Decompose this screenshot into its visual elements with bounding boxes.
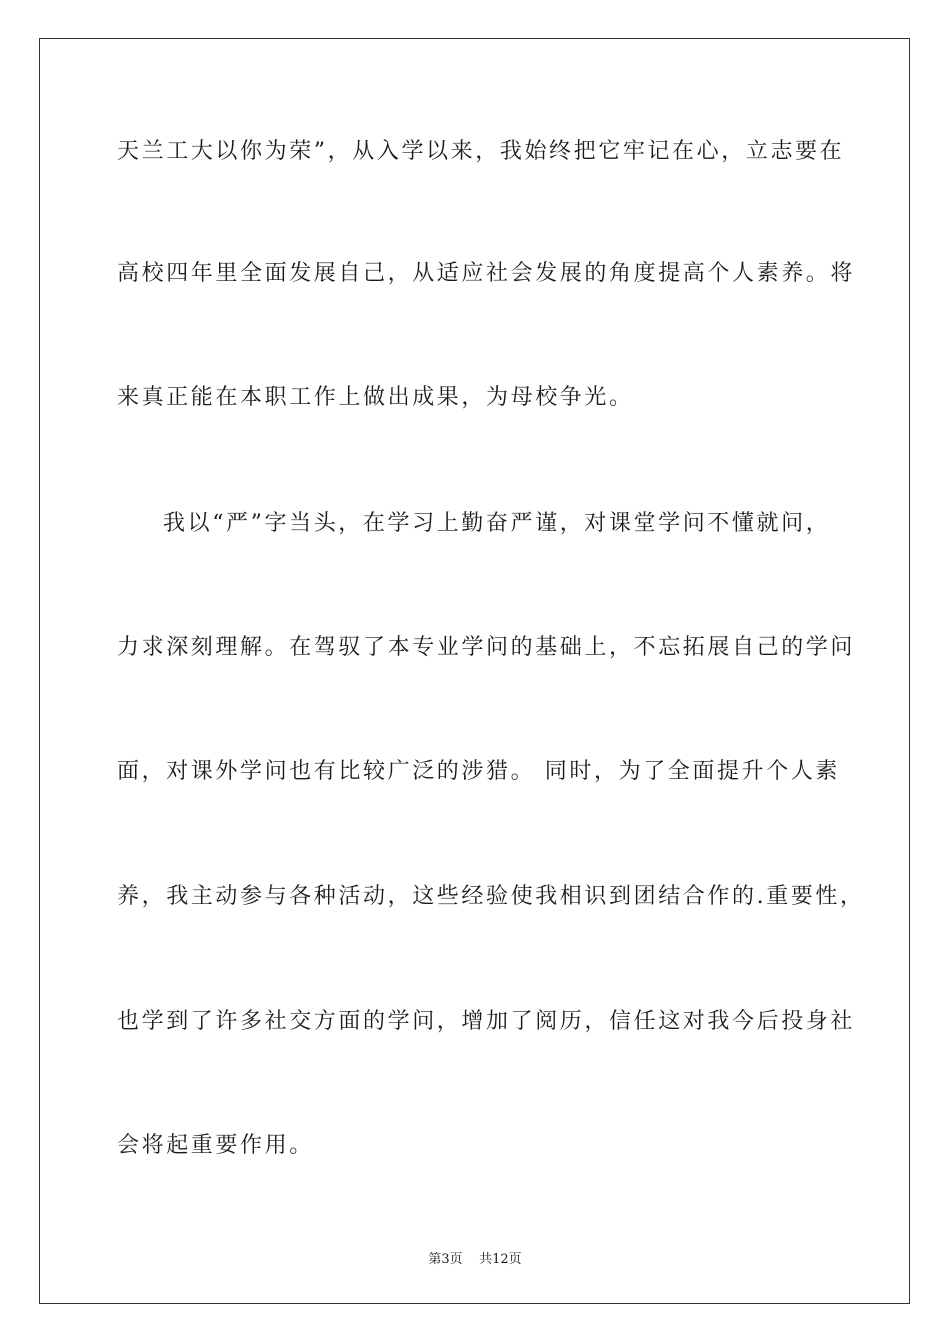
text-line-1: 天兰工大以你为荣”，从入学以来，我始终把它牢记在心，立志要在 (117, 139, 845, 164)
text-line-2: 高校四年里全面发展自己，从适应社会发展的角度提高个人素养。将 (117, 261, 856, 286)
text-line-9: 会将起重要作用。 (117, 1133, 314, 1158)
page-footer (0, 1248, 950, 1267)
text-line-8: 也学到了许多社交方面的学问，增加了阅历，信任这对我今后投身社 (117, 1009, 856, 1034)
text-line-3: 来真正能在本职工作上做出成果，为母校争光。 (117, 385, 634, 410)
text-line-6: 面，对课外学问也有比较广泛的涉猎。 同时，为了全面提升个人素 (117, 759, 840, 784)
text-line-7: 养，我主动参与各种活动，这些经验使我相识到团结合作的.重要性， (117, 884, 865, 909)
page-number: 第3页 (428, 1252, 463, 1267)
text-line-5: 力求深刻理解。在驾驭了本专业学问的基础上，不忘拓展自己的学问 (117, 635, 856, 660)
page-total: 共12页 (479, 1252, 522, 1267)
text-line-4: 我以“严”字当头，在学习上勤奋严谨，对课堂学问不懂就问， (163, 511, 831, 536)
page-border (39, 38, 910, 1304)
